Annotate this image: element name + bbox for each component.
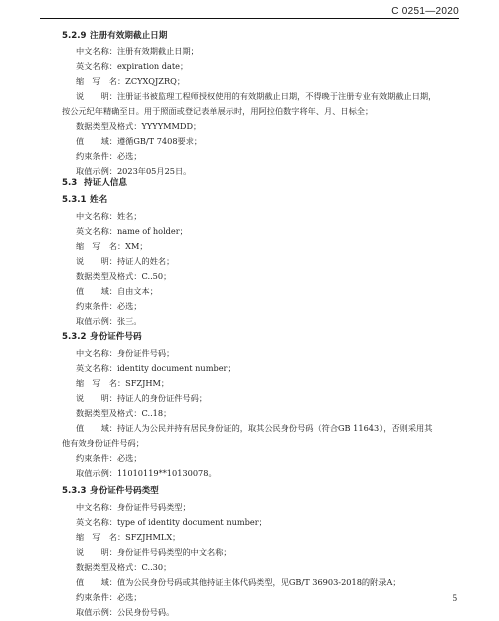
field-example: 取值示例：公民身份号码。 xyxy=(76,607,175,617)
field-value-domain: 值 域：自由文本； xyxy=(76,286,158,296)
field-description: 说 明：持证人的姓名； xyxy=(76,256,175,266)
field-data-type: 数据类型及格式：C..18； xyxy=(76,408,172,418)
field-data-type: 数据类型及格式：C..30； xyxy=(76,562,172,572)
field-abbr: 缩 写 名：SFZJHM； xyxy=(76,378,170,388)
document-code: C 0251—2020 xyxy=(391,6,459,17)
field-description: 说 明：持证人的身份证件号码； xyxy=(76,393,208,403)
field-value-domain: 值 域：持证人为公民并持有居民身份证的，取其公民身份号码（符合GB 11643），否则采用其 xyxy=(76,423,433,433)
field-cn-name: 中文名称：身份证件号码类型； xyxy=(76,502,191,512)
field-constraint: 约束条件：必选； xyxy=(76,301,142,311)
section-heading-5-3-3 xyxy=(62,484,159,496)
section-number: 5.2.9 xyxy=(62,31,87,41)
field-value-domain: 值 域：值为公民身份号码或其他持证主体代码类型，见GB/T 36903-2018的附录A； xyxy=(76,577,401,587)
section-title: 姓名 xyxy=(90,195,108,205)
section-title: 持证人信息 xyxy=(84,178,127,188)
field-en-name: 英文名称：type of identity document number； xyxy=(76,517,267,527)
field-en-name: 英文名称：identity document number； xyxy=(76,363,236,373)
section-number: 5.3.1 xyxy=(62,195,87,205)
section-heading-5-2-9 xyxy=(62,29,167,41)
field-example: 取值示例：2023年05月25日。 xyxy=(76,166,192,176)
section-heading-5-3-2 xyxy=(62,330,142,342)
field-data-type: 数据类型及格式：YYYYMMDD； xyxy=(76,121,202,131)
field-description: 说 明：身份证件号码类型的中文名称； xyxy=(76,547,232,557)
field-abbr: 缩 写 名：SFZJHMLX； xyxy=(76,532,181,542)
field-example: 取值示例：11010119**10130078。 xyxy=(76,468,217,478)
section-title: 注册有效期截止日期 xyxy=(90,31,168,41)
section-heading-5-3-1 xyxy=(62,193,107,205)
section-number: 5.3 xyxy=(62,178,78,188)
section-heading-5-3 xyxy=(62,176,127,188)
field-description: 说 明：注册证书被监理工程师授权使用的有效期截止日期，不得晚于注册专业有效期截止日期， xyxy=(76,91,437,101)
field-constraint: 约束条件：必选； xyxy=(76,592,142,602)
field-en-name: 英文名称：name of holder； xyxy=(76,226,188,236)
section-title: 身份证件号码 xyxy=(90,332,142,342)
field-data-type: 数据类型及格式：C..50； xyxy=(76,271,172,281)
field-value-domain: 值 域：遵循GB/T 7408要求； xyxy=(76,136,203,146)
field-en-name: 英文名称：expiration date； xyxy=(76,61,189,71)
field-abbr: 缩 写 名：ZCYXQJZRQ； xyxy=(76,76,186,86)
page-number: 5 xyxy=(452,593,457,603)
header-rule xyxy=(40,18,459,19)
section-number: 5.3.3 xyxy=(62,486,87,496)
field-cn-name: 中文名称：姓名； xyxy=(76,211,142,221)
field-cn-name: 中文名称：注册有效期截止日期； xyxy=(76,46,199,56)
field-description-continued: 按公元纪年精确至日。用于照面或登记表单展示时，用阿拉伯数字将年、月、日标全； xyxy=(62,106,374,116)
section-title: 身份证件号码类型 xyxy=(90,486,159,496)
field-value-domain-continued: 他有效身份证件号码； xyxy=(62,438,144,448)
section-number: 5.3.2 xyxy=(62,332,87,342)
field-abbr: 缩 写 名：XM； xyxy=(76,241,148,251)
field-constraint: 约束条件：必选； xyxy=(76,151,142,161)
field-example: 取值示例：张三。 xyxy=(76,316,142,326)
field-constraint: 约束条件：必选； xyxy=(76,453,142,463)
field-cn-name: 中文名称：身份证件号码； xyxy=(76,348,175,358)
